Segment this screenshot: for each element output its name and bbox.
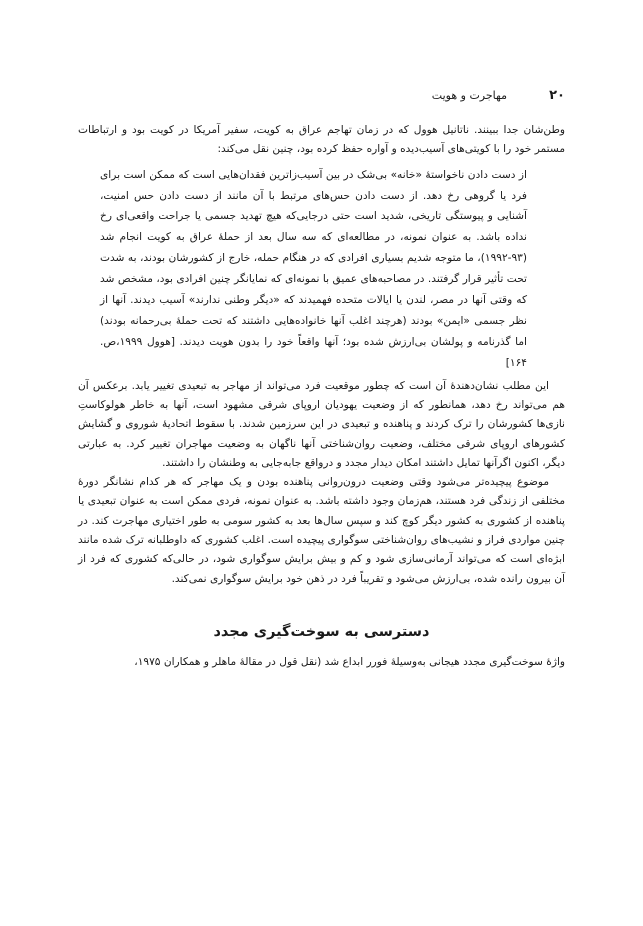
page-body (78, 121, 565, 672)
intro-paragraph: وطن‌شان جدا ببینند. ناتانیل هوول که در زمان تهاجم عراق به کویت، سفیر آمریکا در کویت بود و ارتباطات مستمر خود را با کویتی‌های آسیب‌دیده و آواره حفظ کرده بود، چنین نقل می‌کند: (78, 124, 565, 156)
paragraph-1: این مطلب نشان‌دهندهٔ آن است که چطور موقعیت فرد می‌تواند از مهاجر به تبعیدی تغییر یابد. برعکس آن هم می‌تواند رخ دهد، همانطور که از وضعیت یهودیان اروپای شرقی مشهود است، آنها به خاطر هولوکاستِ نازی‌ها کشورشان را ترک کردند و پناهنده و تبعیدی در این سرزمین شدند. با سقوط اتحادیهٔ شوروی و گشایش کشورهای اروپای شرقی مختلف، وضعیت روان‌شناختی آنها ناگهان به وضعیت مهاجران تغییر کرد. به عبارتی دیگر، اکنون اگرآنها تمایل داشتند امکان دیدار مجدد و درواقع جابه‌جایی به وطنشان را داشتند. (78, 379, 565, 469)
block-quote (78, 165, 565, 374)
page-number: ۲۰ (549, 88, 565, 103)
running-title: مهاجرت و هویت (431, 89, 507, 102)
quote-text: از دست دادن ناخواستهٔ «خانه» بی‌شک در بین آسیب‌زاترین فقدان‌هایی است که ممکن است برای فرد یا گروهی رخ دهد. از دست دادن حس‌های مرتبط با آن مانند از دست دادن حس امنیت، آشنایی و پیوستگی تاریخی، شدید است حتی درجایی‌که هیچ تهدید جسمی یا جراحت واقعی‌ای رخ نداده باشد. به عنوان نمونه، در مطالعه‌ای که سه سال بعد از حملهٔ عراق به کویت انجام شد (۹۳-۱۹۹۲)، ما متوجه شدیم بسیاری افرادی که در هنگام حمله، خارج از کشورشان بودند، به شدت تحت تأثیر قرار گرفتند. در مصاحبه‌های عمیق با نمونه‌ای که نمایانگر چنین افرادی بود، مشخص شد که وقتی آنها در مصر، لندن یا ایالات متحده فهمیدند که «دیگر وطنی ندارند» آسیب دیدند. آنها از نظر جسمی «ایمن» بودند (هرچند اغلب آنها خانواده‌هایی داشتند که تحت حملهٔ بی‌رحمانه بودند) اما گذرنامه و پولشان بی‌ارزش شده بود؛ آنها واقعاً خود را بدون هویت دیدند. [هوول ۱۹۹۹،ص. ۱۶۴] (100, 168, 527, 369)
page-header (78, 88, 565, 106)
paragraph-2: موضوع پیچیده‌تر می‌شود وقتی وضعیت درون‌روانی پناهنده بودن و یک مهاجر که هر کدام نشانگر دورهٔ مختلفی از زندگی فرد هستند، هم‌زمان وجود داشته باشد. به عنوان نمونه، فردی ممکن است به عنوان تبعیدی یا پناهنده از کشوری به کشور دیگر کوچ کند و سپس سال‌ها بعد به کشور سومی به طور اختیاری مهاجرت کند. در چنین مواردی فراز و نشیب‌های روان‌شناختی سوگواری پیچیده است. اغلب کشوری که داوطلبانه ترک شده مانند ابژه‌ای است که می‌تواند آرمانی‌سازی شود و کم و بیش برایش سوگواری شود، در حالی‌که کشوری که فرد از آن بیرون رانده شده، بی‌ارزش می‌شود و تقریباً فرد در ذهن خود برایش سوگواری نمی‌کند. (78, 476, 565, 585)
section-heading: دسترسی به سوخت‌گیری مجدد (213, 623, 430, 640)
section-first-line: واژهٔ سوخت‌گیری مجدد هیجانی به‌وسیلهٔ فورر ابداع شد (نقل قول در مقالهٔ ماهلر و همکاران ۱۹۷۵، (134, 655, 565, 668)
